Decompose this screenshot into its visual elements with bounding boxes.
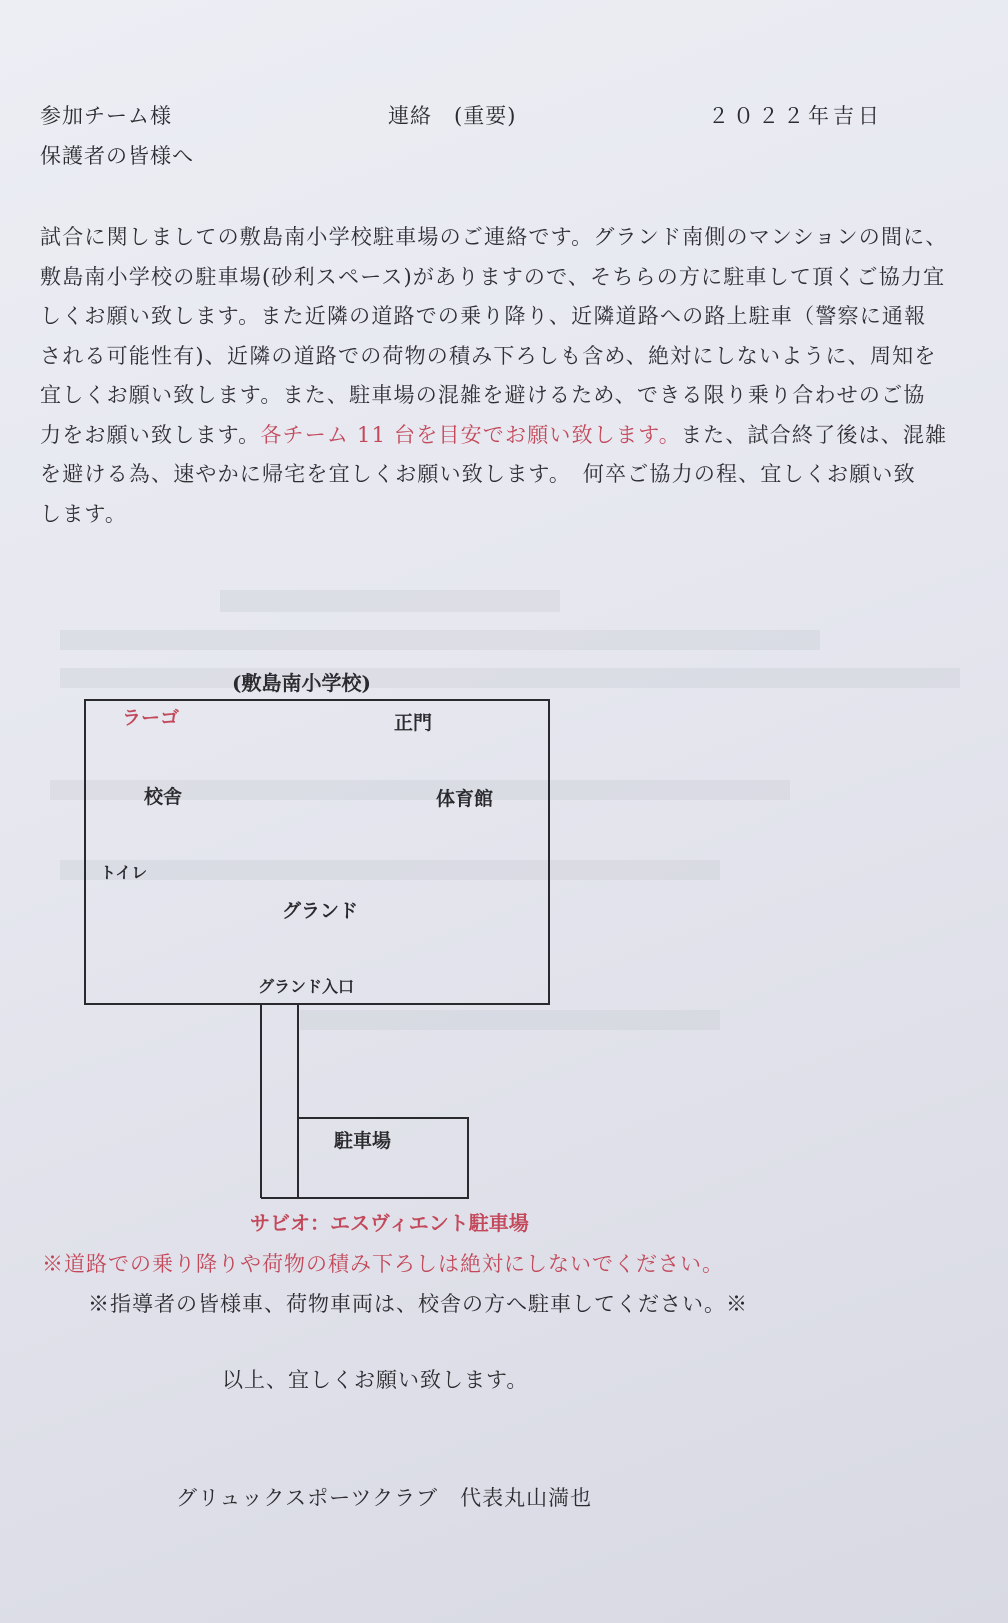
ground-entrance-label: グランド入口 [258,977,355,996]
school-grounds-outline [85,700,549,1004]
body-line: しくお願い致します。また近隣の道路での乗り降り、近隣道路への路上駐車（警察に通報 [40,304,927,328]
body-line: を避ける為、速やかに帰宅を宜しくお願い致します。 何卒ご協力の程、宜しくお願い致 [40,462,916,486]
parking-label: 駐車場 [334,1130,392,1152]
car-limit-highlight: 各チーム 11 台を目安でお願い致します。 [260,422,681,447]
staff-parking-notice: ※指導者の皆様車、荷物車両は、校舎の方へ駐車してください。※ [88,1292,748,1316]
body-line: 試合に関しましての敷島南小学校駐車場のご連絡です。グランド南側のマンションの間に、 [40,225,948,249]
largo-label: ラーゴ [122,707,180,729]
main-gate-label: 正門 [394,712,433,734]
body-line: される可能性有)、近隣の道路での荷物の積み下ろしも含め、絶対にしないように、周知を [40,343,937,368]
savio-parking-label: サビオ：エスヴィエント駐車場 [250,1211,529,1235]
body-line: 敷島南小学校の駐車場(砂利スペース)がありますので、そちらの方に駐車して頂くご協力宜 [40,264,946,289]
body-line: 宜しくお願い致します。また、駐車場の混雑を避けるため、できる限り乗り合わせのご協 [40,383,926,407]
signature: グリュックスポーツクラブ 代表丸山満也 [176,1486,593,1510]
warning-notice: ※道路での乗り降りや荷物の積み下ろしは絶対にしないでください。 [42,1252,724,1276]
gymnasium-label: 体育館 [436,788,494,810]
closing-remark: 以上、宜しくお願い致します。 [222,1368,529,1392]
toilet-label: トイレ [100,863,148,882]
school-building-label: 校舎 [144,786,183,808]
document-date: ２０２２年吉日 [708,104,883,128]
body-text-segment: 力をお願い致します。 [40,422,261,447]
document-title: 連絡 (重要) [388,104,517,128]
recipient-teams: 参加チーム様 [40,104,172,128]
body-line: します。 [40,501,128,526]
body-text-segment: また、試合終了後は、混雑 [680,422,948,447]
school-name-label: (敷島南小学校) [232,671,371,695]
recipient-guardians: 保護者の皆様へ [40,144,194,168]
ground-label: グランド [282,900,359,922]
